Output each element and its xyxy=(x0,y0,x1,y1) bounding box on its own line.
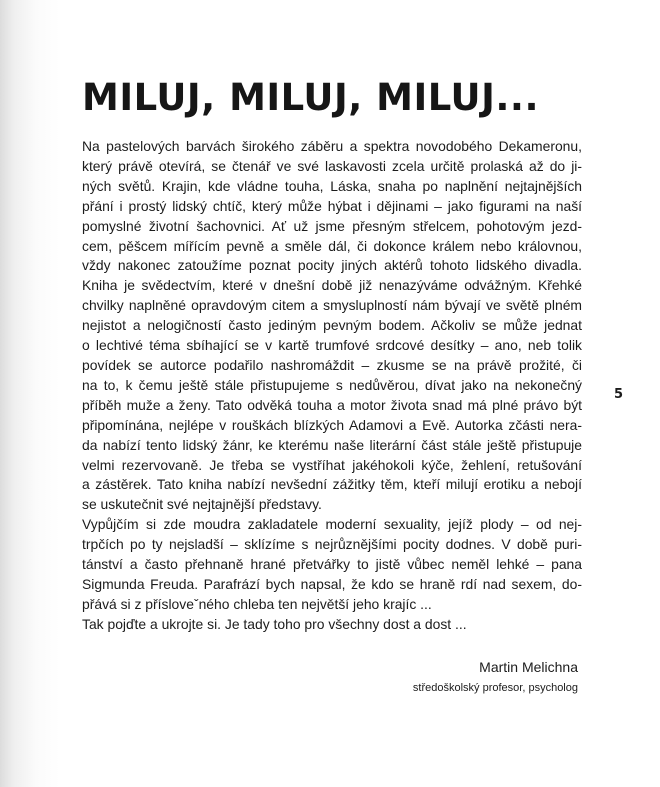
author-role: středoškolský profesor, psycholog xyxy=(412,682,578,694)
text-line: připomínána, nejlépe v rouškách blízkých Adamovi a Evě. Autorka zčásti nera- xyxy=(82,416,582,433)
text-line: přává si z přísloveˇného chleba ten největší jeho krajíc ... xyxy=(82,595,432,612)
text-line: příběh muže a ženy. Tato odvěká touha a motor života snad má plné právo být xyxy=(82,396,582,413)
text-line: nejistot a nelogičností často jediným pevným bodem. Ačkoliv se může jednat xyxy=(82,317,582,334)
text-line: pomyslné životní šachovnici. Ať už jsme přesným střelcem, pohotovým jezd- xyxy=(82,217,582,234)
text-line: ných světů. Krajin, kde vládne touha, Láska, snaha po naplnění nejtajnějších xyxy=(82,177,582,194)
author-name: Martin Melichna xyxy=(479,659,578,675)
text-line: se uskutečnit své nejtajnější představy. xyxy=(82,496,322,513)
page-title: MILUJ, MILUJ, MILUJ... xyxy=(82,76,540,119)
text-line: a zástěrek. Tato kniha nabízí nevšední zážitky těm, kteří milují erotiku a nebojí xyxy=(82,476,582,493)
text-line: chvilky naplněné opravdovým citem a smysluplností nám bývají ve světě plném xyxy=(82,297,582,314)
text-line: Kniha je svědectvím, které v dnešní době již nenazýváme odvážným. Křehké xyxy=(82,277,582,294)
text-line: povídek se autorce podařilo nashromáždit – zkusme se na právě prožité, či xyxy=(82,356,582,373)
text-line: Vypůjčím si zde moudra zakladatele moderní sexuality, jejíž plody – od nej- xyxy=(82,516,582,533)
text-line: který právě otevírá, se čtenář ve své laskavosti zcela určitě prolaská až do ji- xyxy=(82,157,582,174)
text-line: na to, k čemu ještě stále přistupujeme s nedůvěrou, dívat jako na nekonečný xyxy=(82,376,582,393)
text-line: tánství a často přehnaně hrané přetvářky to jistě vůbec neměl lehké – pana xyxy=(82,556,582,573)
foreword-text xyxy=(82,137,582,635)
text-line: velmi rezervovaně. Je třeba se vystříhat jakéhokoli kýče, žehlení, retušování xyxy=(82,456,582,473)
page-number: 5 xyxy=(614,387,624,402)
text-line: da nabízí tento lidský žánr, ke kterému naše literární část stále ještě přistupuje xyxy=(82,436,582,453)
text-line: přání i prostý lidský chtíč, který může hýbat i dějinami – jako figurami na naší xyxy=(82,197,582,214)
text-line: vždy nakonec zatoužíme poznat pocity jiných aktérů tohoto lidského divadla. xyxy=(82,257,582,274)
text-line: Sigmunda Freuda. Parafrází bych napsal, že kdo se hraně rdí nad sexem, do- xyxy=(82,575,582,592)
text-line: Na pastelových barvách širokého záběru a spektra novodobého Dekameronu, xyxy=(82,138,582,154)
text-line: cem, pěšcem mířícím pevně a směle dál, či dokonce králem nebo královnou, xyxy=(82,237,582,254)
text-line: trpčích po ty nejsladší – sklízíme s nejrůznějšími pocity dodnes. V době puri- xyxy=(82,536,582,553)
text-line: o lechtivé téma sbíhající se v kartě trumfové srdcové desítky – ano, neb tolik xyxy=(82,337,582,354)
text-line: Tak pojďte a ukrojte si. Je tady toho pro všechny dost a dost ... xyxy=(82,615,467,632)
